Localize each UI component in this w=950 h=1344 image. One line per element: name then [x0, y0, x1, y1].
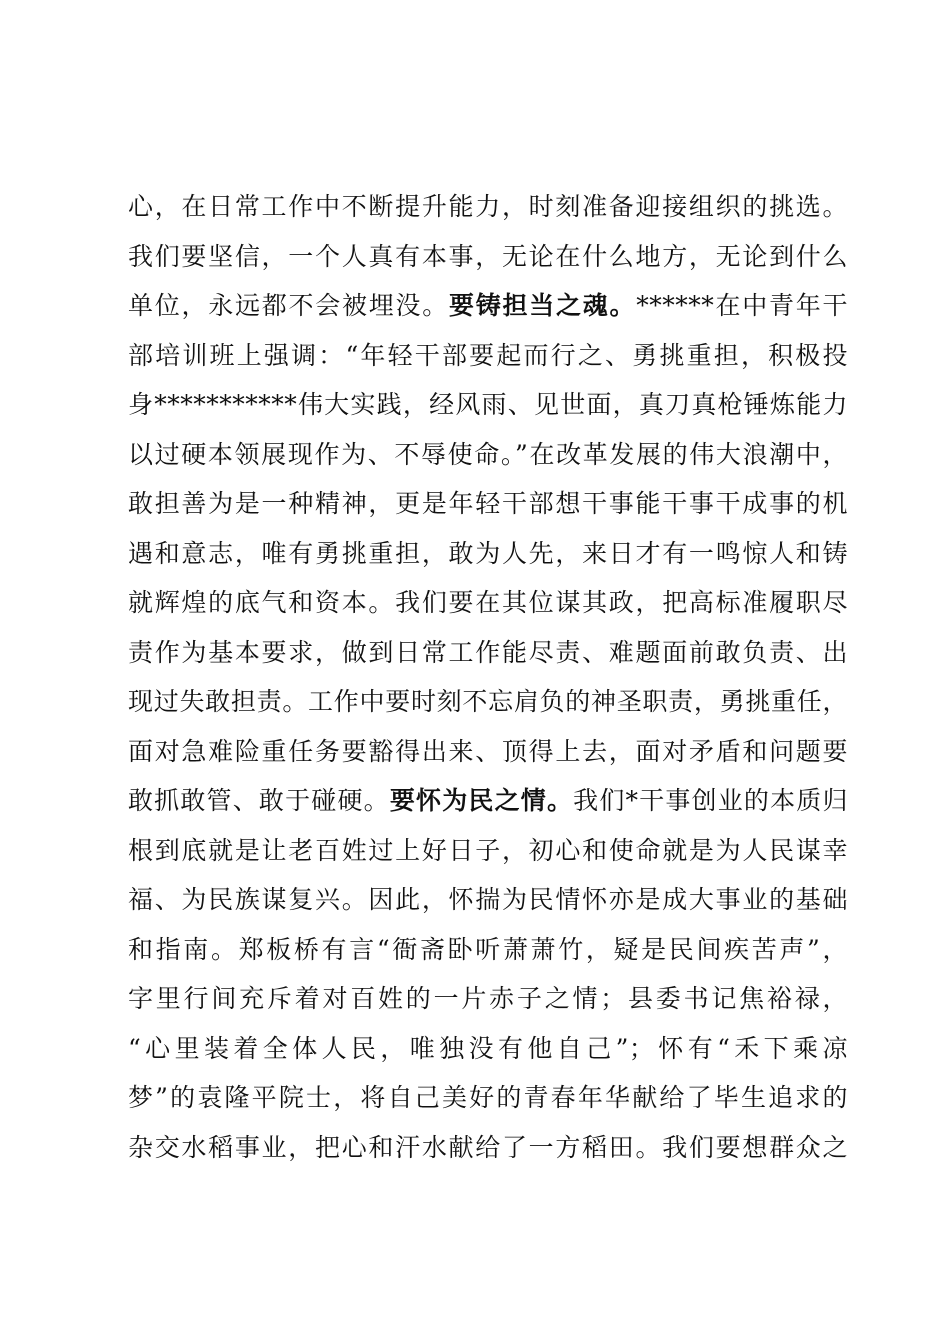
text-line: 和指南。郑板桥有言“衙斋卧听萧萧竹，疑是民间疾苦声”，	[128, 934, 848, 964]
text-line: 敢担善为是一种精神，更是年轻干部想干事能干事干成事的机	[128, 489, 848, 518]
text-line: 身***********伟大实践，经风雨、见世面，真刀真枪锤炼能力	[128, 390, 848, 419]
text-line	[128, 281, 848, 331]
text-line: 字里行间充斥着对百姓的一片赤子之情；县委书记焦裕禄，	[128, 984, 848, 1013]
text-line: 就辉煌的底气和资本。我们要在其位谋其政，把高标准履职尽	[128, 588, 848, 617]
text-run: ******在中青年干	[636, 291, 848, 320]
text-run: 单位，永远都不会被埋没。	[128, 291, 449, 320]
text-line: 面对急难险重任务要豁得出来、顶得上去，面对矛盾和问题要	[128, 736, 848, 766]
text-line: 现过失敢担责。工作中要时刻不忘肩负的神圣职责，勇挑重任，	[128, 687, 848, 716]
text-line: 心，在日常工作中不断提升能力，时刻准备迎接组织的挑选。	[128, 192, 848, 221]
bold-heading: 要怀为民之情。	[389, 786, 574, 815]
text-line: 福、为民族谋复兴。因此，怀揣为民情怀亦是成大事业的基础	[128, 885, 848, 914]
text-line: 部培训班上强调：“年轻干部要起而行之、勇挑重担，积极投	[128, 340, 848, 370]
text-line: 杂交水稻事业，把心和汗水献给了一方稻田。我们要想群众之	[128, 1132, 848, 1162]
text-line: 责作为基本要求，做到日常工作能尽责、难题面前敢负责、出	[128, 637, 848, 667]
bold-heading: 要铸担当之魂。	[448, 291, 637, 320]
text-line: 根到底就是让老百姓过上好日子，初心和使命就是为人民谋幸	[128, 835, 848, 865]
text-line	[128, 776, 848, 826]
text-line: 我们要坚信，一个人真有本事，无论在什么地方，无论到什么	[128, 241, 848, 271]
text-run: 敢抓敢管、敢于碰硬。	[128, 786, 390, 815]
text-line: 梦”的袁隆平院士，将自己美好的青春年华献给了毕生追求的	[128, 1083, 848, 1112]
text-line: 遇和意志，唯有勇挑重担，敢为人先，来日才有一鸣惊人和铸	[128, 538, 848, 568]
text-line: 以过硬本领展现作为、不辱使命。”在改革发展的伟大浪潮中，	[128, 439, 848, 469]
body-text	[128, 182, 848, 1172]
text-run: 我们*干事创业的本质归	[573, 786, 848, 815]
text-line: “心里装着全体人民，唯独没有他自己”；怀有“禾下乘凉	[128, 1033, 848, 1063]
